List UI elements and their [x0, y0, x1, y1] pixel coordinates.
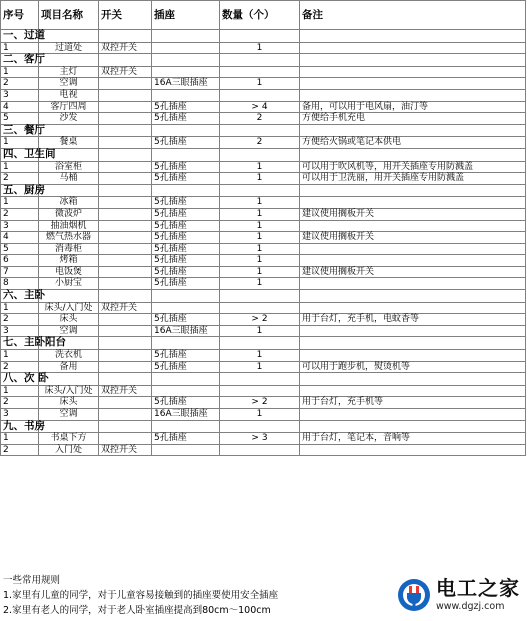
section-blank-cell[interactable]	[220, 30, 300, 43]
cell-socket[interactable]: 5孔插座	[152, 278, 220, 290]
cell-note[interactable]	[300, 220, 526, 232]
section-blank-cell[interactable]	[99, 373, 152, 386]
cell-note[interactable]	[300, 66, 526, 78]
section-blank-cell[interactable]	[39, 420, 99, 433]
cell-socket[interactable]: 5孔插座	[152, 113, 220, 125]
table-row	[1, 385, 526, 397]
cell-socket[interactable]: 5孔插座	[152, 243, 220, 255]
section-blank-cell[interactable]	[300, 148, 526, 161]
section-row	[1, 290, 526, 303]
cell-no[interactable]: 3	[1, 89, 39, 101]
cell-socket[interactable]: 5孔插座	[152, 397, 220, 409]
cell-name[interactable]: 洗衣机	[39, 350, 99, 362]
section-blank-cell[interactable]	[152, 337, 220, 350]
section-blank-cell[interactable]	[220, 290, 300, 303]
cell-note[interactable]	[300, 278, 526, 290]
table-row	[1, 66, 526, 78]
cell-socket[interactable]: 5孔插座	[152, 266, 220, 278]
cell-no[interactable]: 3	[1, 409, 39, 421]
cell-socket[interactable]: 16A三眼插座	[152, 78, 220, 90]
cell-no[interactable]: 3	[1, 325, 39, 337]
cell-qty[interactable]: 1	[220, 197, 300, 209]
cell-note[interactable]	[300, 350, 526, 362]
section-row	[1, 337, 526, 350]
cell-switch[interactable]	[99, 101, 152, 113]
cell-socket[interactable]: 16A三眼插座	[152, 409, 220, 421]
cell-name[interactable]: 床头	[39, 397, 99, 409]
cell-no[interactable]: 5	[1, 243, 39, 255]
cell-socket[interactable]: 5孔插座	[152, 208, 220, 220]
cell-no[interactable]: 7	[1, 266, 39, 278]
cell-qty[interactable]: 1	[220, 325, 300, 337]
cell-note[interactable]	[300, 89, 526, 101]
cell-note[interactable]: 方便给手机充电	[300, 113, 526, 125]
cell-note[interactable]: 用于台灯，笔记本，音响等	[300, 433, 526, 445]
cell-socket[interactable]: 5孔插座	[152, 232, 220, 244]
section-blank-cell[interactable]	[300, 290, 526, 303]
table-row	[1, 161, 526, 173]
cell-note[interactable]	[300, 78, 526, 90]
cell-no[interactable]: 1	[1, 350, 39, 362]
section-blank-cell[interactable]	[300, 420, 526, 433]
cell-qty[interactable]: 1	[220, 350, 300, 362]
cell-no[interactable]: 6	[1, 255, 39, 267]
table-row	[1, 433, 526, 445]
section-blank-cell[interactable]	[300, 184, 526, 197]
cell-name[interactable]: 餐桌	[39, 137, 99, 149]
cell-qty[interactable]: 1	[220, 278, 300, 290]
cell-name[interactable]: 浴室柜	[39, 161, 99, 173]
cell-socket[interactable]: 5孔插座	[152, 137, 220, 149]
watermark-url: www.dgzj.com	[436, 601, 505, 612]
cell-socket[interactable]: 5孔插座	[152, 361, 220, 373]
cell-socket[interactable]: 5孔插座	[152, 350, 220, 362]
cell-switch[interactable]: 双控开关	[99, 444, 152, 456]
table-row	[1, 409, 526, 421]
section-blank-cell[interactable]	[220, 337, 300, 350]
cell-no[interactable]: 2	[1, 78, 39, 90]
cell-socket[interactable]	[152, 302, 220, 314]
table-row	[1, 266, 526, 278]
table-row	[1, 397, 526, 409]
cell-switch[interactable]	[99, 208, 152, 220]
cell-note[interactable]	[300, 444, 526, 456]
cell-socket[interactable]: 5孔插座	[152, 161, 220, 173]
cell-no[interactable]: 3	[1, 220, 39, 232]
cell-no[interactable]: 4	[1, 232, 39, 244]
cell-no[interactable]: 5	[1, 113, 39, 125]
section-blank-cell[interactable]	[99, 30, 152, 43]
cell-no[interactable]: 2	[1, 444, 39, 456]
notes-line-2: 2.家里有老人的同学，对于老人卧室插座提高到80cm～100cm	[3, 605, 271, 616]
section-blank-cell[interactable]	[300, 30, 526, 43]
table-row	[1, 220, 526, 232]
section-blank-cell[interactable]	[152, 290, 220, 303]
cell-switch[interactable]	[99, 409, 152, 421]
notes-title: 一些常用规则	[3, 575, 61, 586]
cell-switch[interactable]	[99, 232, 152, 244]
table-row	[1, 302, 526, 314]
cell-name[interactable]: 床头/入门处	[39, 302, 99, 314]
cell-no[interactable]: 1	[1, 137, 39, 149]
cell-switch[interactable]	[99, 433, 152, 445]
notes-line-1: 1.家里有儿童的同学，对于儿童容易接触到的插座要使用安全插座	[3, 590, 279, 601]
cell-switch[interactable]	[99, 278, 152, 290]
table-row	[1, 361, 526, 373]
section-blank-cell[interactable]	[152, 30, 220, 43]
cell-no[interactable]: 2	[1, 314, 39, 326]
cell-switch[interactable]	[99, 137, 152, 149]
cell-socket[interactable]	[152, 385, 220, 397]
cell-qty[interactable]	[220, 89, 300, 101]
cell-name[interactable]: 空调	[39, 325, 99, 337]
section-blank-cell[interactable]	[39, 290, 99, 303]
cell-no[interactable]: 1	[1, 433, 39, 445]
cell-note[interactable]	[300, 243, 526, 255]
table-row	[1, 350, 526, 362]
cell-switch[interactable]	[99, 197, 152, 209]
section-title[interactable]: 六、主卧	[1, 290, 39, 303]
cell-qty[interactable]: 1	[220, 243, 300, 255]
cell-note[interactable]	[300, 42, 526, 54]
cell-qty[interactable]: 1	[220, 361, 300, 373]
electric-plug-icon	[396, 577, 432, 613]
cell-qty[interactable]: > 2	[220, 314, 300, 326]
section-row	[1, 124, 526, 137]
cell-no[interactable]: 1	[1, 161, 39, 173]
cell-note[interactable]: 方便给火锅或笔记本供电	[300, 137, 526, 149]
section-blank-cell[interactable]	[152, 184, 220, 197]
section-row	[1, 54, 526, 67]
header-socket[interactable]: 插座	[152, 1, 220, 30]
section-title[interactable]: 一、过道	[1, 30, 39, 43]
section-blank-cell[interactable]	[220, 373, 300, 386]
table-row	[1, 208, 526, 220]
table-row	[1, 42, 526, 54]
cell-note[interactable]: 用于台灯，充手机等	[300, 397, 526, 409]
cell-name[interactable]: 马桶	[39, 173, 99, 185]
cell-switch[interactable]	[99, 113, 152, 125]
header-no[interactable]: 序号	[1, 1, 39, 30]
section-title[interactable]: 二、客厅	[1, 54, 39, 67]
cell-name[interactable]: 冰箱	[39, 197, 99, 209]
cell-name[interactable]: 客厅四周	[39, 101, 99, 113]
cell-qty[interactable]: 2	[220, 113, 300, 125]
header-switch[interactable]: 开关	[99, 1, 152, 30]
cell-no[interactable]: 1	[1, 385, 39, 397]
section-blank-cell[interactable]	[300, 124, 526, 137]
cell-note[interactable]: 可以用于卫洗丽，用开关插座专用防溅盖	[300, 173, 526, 185]
cell-switch[interactable]: 双控开关	[99, 302, 152, 314]
table-row	[1, 113, 526, 125]
cell-no[interactable]: 1	[1, 302, 39, 314]
cell-qty[interactable]: > 3	[220, 433, 300, 445]
section-blank-cell[interactable]	[99, 184, 152, 197]
section-blank-cell[interactable]	[99, 54, 152, 67]
cell-switch[interactable]	[99, 397, 152, 409]
table-row	[1, 78, 526, 90]
section-row	[1, 30, 526, 43]
cell-qty[interactable]	[220, 385, 300, 397]
cell-qty[interactable]: 1	[220, 208, 300, 220]
cell-name[interactable]: 燃气热水器	[39, 232, 99, 244]
cell-socket[interactable]	[152, 89, 220, 101]
cell-note[interactable]: 可以用于吹风机等，用开关插座专用防溅盖	[300, 161, 526, 173]
cell-name[interactable]: 电饭煲	[39, 266, 99, 278]
header-qty[interactable]: 数量（个）	[220, 1, 300, 30]
section-blank-cell[interactable]	[39, 54, 99, 67]
cell-name[interactable]: 入门处	[39, 444, 99, 456]
header-name[interactable]: 项目名称	[39, 1, 99, 30]
section-blank-cell[interactable]	[99, 148, 152, 161]
cell-name[interactable]: 抽油烟机	[39, 220, 99, 232]
watermark-logo	[396, 575, 524, 617]
cell-note[interactable]: 建议使用搁板开关	[300, 266, 526, 278]
cell-name[interactable]: 空调	[39, 78, 99, 90]
cell-switch[interactable]	[99, 89, 152, 101]
section-blank-cell[interactable]	[39, 184, 99, 197]
section-blank-cell[interactable]	[220, 54, 300, 67]
cell-switch[interactable]	[99, 173, 152, 185]
cell-no[interactable]: 2	[1, 208, 39, 220]
cell-note[interactable]: 用于台灯，充手机，电蚊香等	[300, 314, 526, 326]
section-title[interactable]: 七、主卧阳台	[1, 337, 39, 350]
cell-qty[interactable]: 1	[220, 220, 300, 232]
cell-switch[interactable]	[99, 220, 152, 232]
table-row	[1, 232, 526, 244]
cell-switch[interactable]	[99, 350, 152, 362]
section-blank-cell[interactable]	[152, 420, 220, 433]
cell-switch[interactable]: 双控开关	[99, 66, 152, 78]
cell-socket[interactable]	[152, 444, 220, 456]
cell-note[interactable]	[300, 409, 526, 421]
cell-name[interactable]: 空调	[39, 409, 99, 421]
cell-qty[interactable]	[220, 302, 300, 314]
cell-qty[interactable]: 1	[220, 255, 300, 267]
section-title[interactable]: 八、次 卧	[1, 373, 39, 386]
table-row	[1, 278, 526, 290]
cell-name[interactable]: 消毒柜	[39, 243, 99, 255]
cell-socket[interactable]: 5孔插座	[152, 101, 220, 113]
cell-socket[interactable]: 5孔插座	[152, 314, 220, 326]
cell-no[interactable]: 2	[1, 361, 39, 373]
cell-name[interactable]: 小厨宝	[39, 278, 99, 290]
section-row	[1, 373, 526, 386]
cell-name[interactable]: 过道处	[39, 42, 99, 54]
cell-qty[interactable]	[220, 66, 300, 78]
table-row	[1, 173, 526, 185]
cell-switch[interactable]	[99, 78, 152, 90]
cell-name[interactable]: 电视	[39, 89, 99, 101]
table-row	[1, 243, 526, 255]
cell-qty[interactable]: > 4	[220, 101, 300, 113]
cell-name[interactable]: 床头/入门处	[39, 385, 99, 397]
cell-note[interactable]	[300, 255, 526, 267]
table-row	[1, 255, 526, 267]
cell-name[interactable]: 床头	[39, 314, 99, 326]
section-blank-cell[interactable]	[152, 373, 220, 386]
cell-name[interactable]: 沙发	[39, 113, 99, 125]
cell-name[interactable]: 烤箱	[39, 255, 99, 267]
cell-socket[interactable]	[152, 66, 220, 78]
table-row	[1, 314, 526, 326]
table-row	[1, 101, 526, 113]
cell-name[interactable]: 书桌下方	[39, 433, 99, 445]
cell-name[interactable]: 主灯	[39, 66, 99, 78]
section-blank-cell[interactable]	[220, 124, 300, 137]
cell-qty[interactable]	[220, 444, 300, 456]
cell-note[interactable]: 建议使用搁板开关	[300, 208, 526, 220]
cell-qty[interactable]: 1	[220, 232, 300, 244]
section-blank-cell[interactable]	[99, 337, 152, 350]
cell-switch[interactable]	[99, 266, 152, 278]
cell-note[interactable]: 备用，可以用于电风扇，油汀等	[300, 101, 526, 113]
usage-notes	[3, 573, 278, 618]
cell-socket[interactable]: 5孔插座	[152, 197, 220, 209]
section-blank-cell[interactable]	[99, 420, 152, 433]
cell-qty[interactable]: > 2	[220, 397, 300, 409]
cell-qty[interactable]: 2	[220, 137, 300, 149]
cell-switch[interactable]	[99, 255, 152, 267]
cell-socket[interactable]	[152, 42, 220, 54]
cell-no[interactable]: 1	[1, 197, 39, 209]
cell-no[interactable]: 8	[1, 278, 39, 290]
cell-qty[interactable]: 1	[220, 78, 300, 90]
cell-qty[interactable]: 1	[220, 266, 300, 278]
cell-note[interactable]: 可以用于跑步机，熨烫机等	[300, 361, 526, 373]
table-body	[1, 30, 526, 456]
section-blank-cell[interactable]	[300, 373, 526, 386]
cell-switch[interactable]	[99, 243, 152, 255]
cell-no[interactable]: 1	[1, 42, 39, 54]
cell-note[interactable]	[300, 302, 526, 314]
cell-qty[interactable]: 1	[220, 173, 300, 185]
section-blank-cell[interactable]	[39, 124, 99, 137]
cell-switch[interactable]	[99, 361, 152, 373]
section-blank-cell[interactable]	[152, 54, 220, 67]
section-blank-cell[interactable]	[152, 124, 220, 137]
table-row	[1, 197, 526, 209]
cell-name[interactable]: 微波炉	[39, 208, 99, 220]
section-blank-cell[interactable]	[220, 148, 300, 161]
cell-note[interactable]	[300, 197, 526, 209]
section-blank-cell[interactable]	[300, 337, 526, 350]
cell-no[interactable]: 2	[1, 397, 39, 409]
cell-switch[interactable]: 双控开关	[99, 42, 152, 54]
section-title[interactable]: 九、书房	[1, 420, 39, 433]
cell-socket[interactable]: 5孔插座	[152, 433, 220, 445]
cell-socket[interactable]: 5孔插座	[152, 220, 220, 232]
cell-switch[interactable]	[99, 314, 152, 326]
cell-qty[interactable]: 1	[220, 409, 300, 421]
section-title[interactable]: 五、厨房	[1, 184, 39, 197]
section-blank-cell[interactable]	[99, 124, 152, 137]
cell-socket[interactable]: 16A三眼插座	[152, 325, 220, 337]
cell-switch[interactable]: 双控开关	[99, 385, 152, 397]
cell-qty[interactable]: 1	[220, 161, 300, 173]
table-row	[1, 325, 526, 337]
cell-no[interactable]: 2	[1, 173, 39, 185]
section-row	[1, 184, 526, 197]
cell-no[interactable]: 4	[1, 101, 39, 113]
cell-socket[interactable]: 5孔插座	[152, 173, 220, 185]
cell-name[interactable]: 备用	[39, 361, 99, 373]
table-row	[1, 89, 526, 101]
header-note[interactable]: 备注	[300, 1, 526, 30]
cell-socket[interactable]: 5孔插座	[152, 255, 220, 267]
section-blank-cell[interactable]	[99, 290, 152, 303]
cell-qty[interactable]: 1	[220, 42, 300, 54]
header-row	[1, 1, 526, 30]
section-blank-cell[interactable]	[300, 54, 526, 67]
cell-note[interactable]	[300, 385, 526, 397]
cell-no[interactable]: 1	[1, 66, 39, 78]
watermark-title: 电工之家	[436, 576, 520, 600]
table-row	[1, 137, 526, 149]
section-title[interactable]: 四、卫生间	[1, 148, 39, 161]
section-title[interactable]: 三、餐厅	[1, 124, 39, 137]
section-row	[1, 420, 526, 433]
cell-switch[interactable]	[99, 325, 152, 337]
cell-note[interactable]: 建议使用搁板开关	[300, 232, 526, 244]
section-blank-cell[interactable]	[152, 148, 220, 161]
section-blank-cell[interactable]	[39, 30, 99, 43]
cell-switch[interactable]	[99, 161, 152, 173]
table-row	[1, 444, 526, 456]
section-row	[1, 148, 526, 161]
cell-note[interactable]	[300, 325, 526, 337]
section-blank-cell[interactable]	[220, 184, 300, 197]
section-blank-cell[interactable]	[220, 420, 300, 433]
